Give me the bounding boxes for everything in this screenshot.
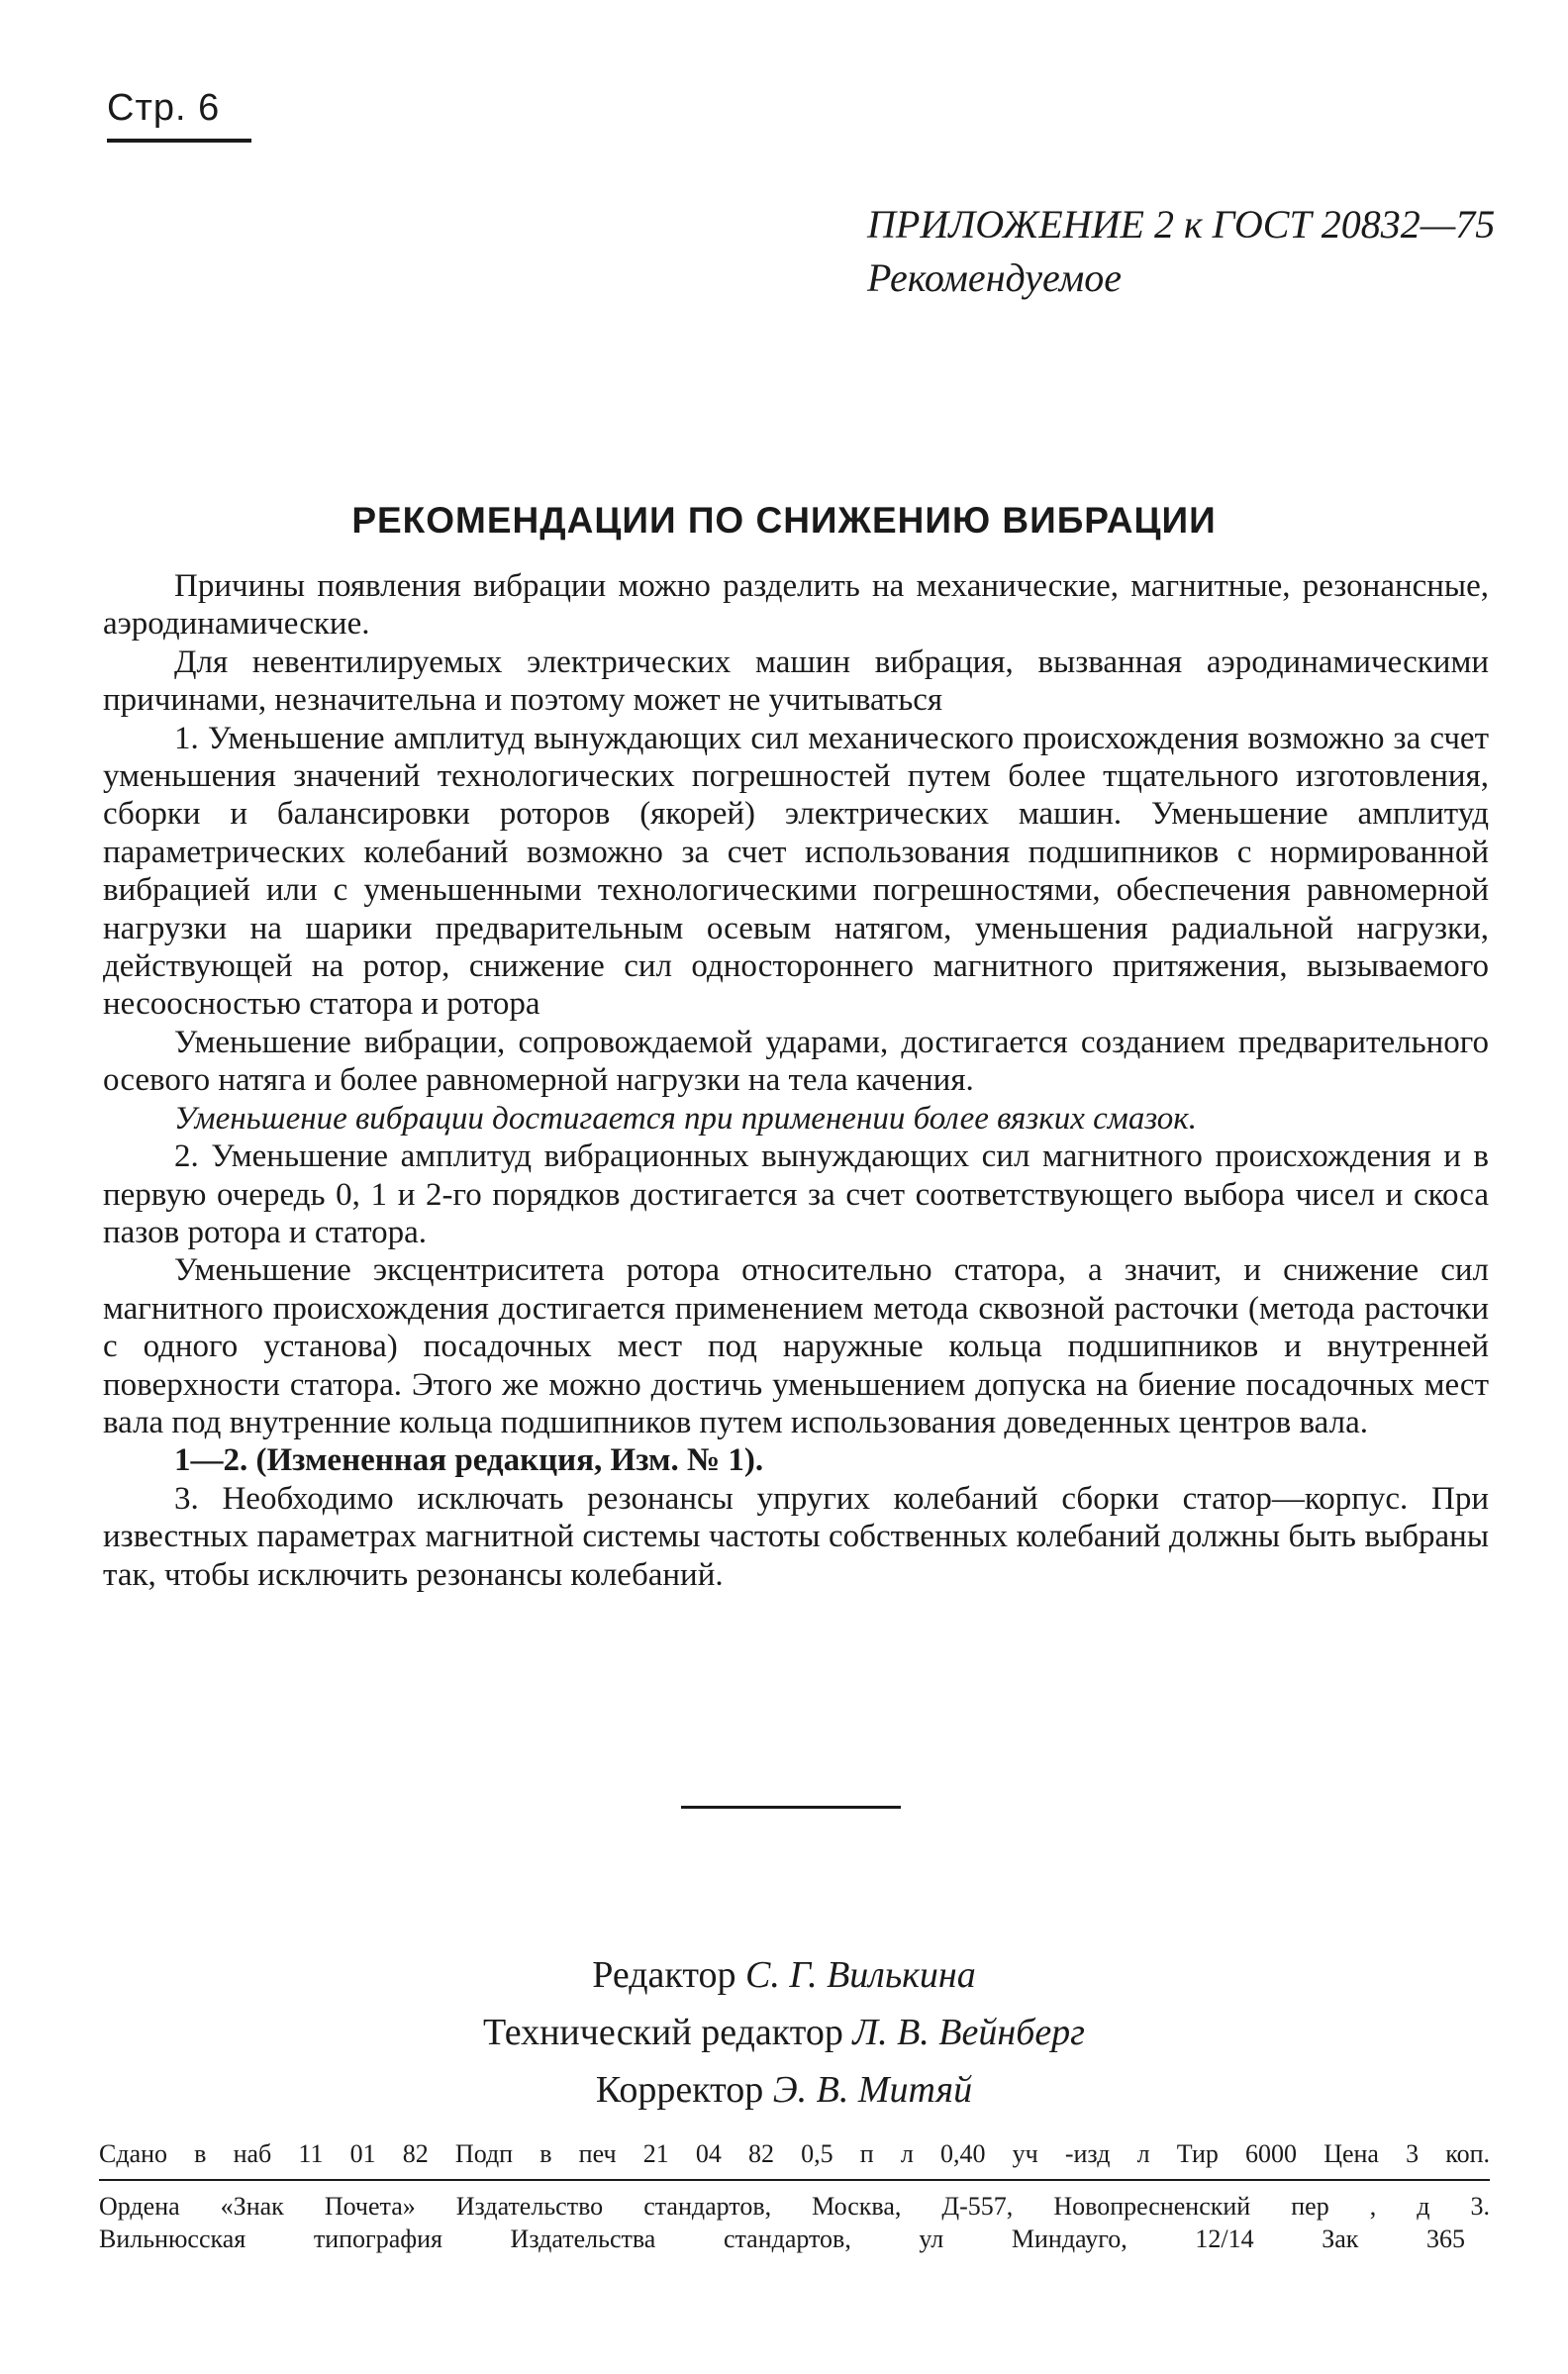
imprint-print-details: Сдано в наб 11 01 82 Подп в печ 21 04 82 0,5 п л 0,40 уч -изд л Тир 6000 Цена 3 коп. — [99, 2139, 1490, 2168]
credit-corrector — [0, 2061, 1568, 2119]
page-number: Стр. 6 — [107, 87, 221, 129]
paragraph: Уменьшение эксцентриситета ротора относительно статора, а значит, и снижение сил магнитного происхождения достигается применением метода сквозной расточки (метода расточки с одного установа) посадочных мест под наружные кольца подшипников и внутренней поверхности статора. Этого же можно достичь уменьшением допуска на биение посадочных мест вала под внутренние кольца подшипников путем использования доведенных центров вала. — [103, 1252, 1489, 1440]
paragraph: Для невентилируемых электрических машин вибрация, вызванная аэродинамическими причинами, незначительна и поэтому может не учитываться — [103, 643, 1489, 719]
amendment-note: 1—2. (Измененная редакция, Изм. № 1). — [174, 1442, 764, 1479]
credit-editor — [0, 1946, 1568, 2004]
credit-role: Корректор — [595, 2069, 764, 2111]
imprint-publisher-line: Ордена «Знак Почета» Издательство стандартов, Москва, Д-557, Новопресненский пер , д 3. — [99, 2192, 1490, 2221]
imprint-publisher — [99, 2190, 1490, 2255]
paragraph-italic: Уменьшение вибрации достигается при применении более вязких смазок. — [174, 1100, 1197, 1137]
paragraph: Уменьшение вибрации, сопровождаемой ударами, достигается созданием предварительного осевого натяга и более равномерной нагрузки на тела качения. — [103, 1024, 1489, 1099]
appendix-label: ПРИЛОЖЕНИЕ 2 к ГОСТ 20832—75 — [867, 202, 1496, 247]
credit-name: Л. В. Вейнберг — [852, 2012, 1086, 2053]
credit-name: Э. В. Митяй — [772, 2069, 973, 2111]
appendix-header — [867, 198, 1495, 305]
appendix-status: Рекомендуемое — [867, 255, 1123, 300]
paragraph: 1. Уменьшение амплитуд вынуждающих сил механического происхождения возможно за счет уменьшения значений технологических погрешностей путем более тщательного изготовления, сборки и балансировки роторов (якорей) электрических машин. Уменьшение амплитуд параметрических колебаний возможно за счет использования подшипников с нормированной вибрацией или с уменьшенными технологическими погрешностями, обеспечения равномерной нагрузки на шарики предварительным осевым натягом, уменьшения радиальной нагрузки, действующей на ротор, снижение сил одностороннего магнитного притяжения, вызываемого несоосностью статора и ротора — [103, 720, 1489, 1023]
credits-block — [0, 1946, 1568, 2119]
credit-tech-editor — [0, 2004, 1568, 2061]
credit-name: С. Г. Вилькина — [744, 1954, 976, 1996]
page-number-underline — [107, 139, 251, 143]
paragraph: Причины появления вибрации можно разделить на механические, магнитные, резонансные, аэродинамические. — [103, 568, 1489, 643]
document-title: РЕКОМЕНДАЦИИ ПО СНИЖЕНИЮ ВИБРАЦИИ — [351, 500, 1217, 541]
credit-role: Технический редактор — [482, 2012, 843, 2053]
paragraph: 2. Уменьшение амплитуд вибрационных вынуждающих сил магнитного происхождения и в первую очередь 0, 1 и 2-го порядков достигается за счет соответствующего выбора чисел и скоса пазов ротора и статора. — [103, 1138, 1489, 1250]
document-body — [103, 567, 1489, 1594]
section-separator — [681, 1806, 901, 1809]
credit-role: Редактор — [592, 1954, 736, 1996]
imprint-divider — [99, 2179, 1490, 2181]
imprint-printer-line: Вильнюсская типография Издательства стандартов, ул Миндауго, 12/14 Зак 365 — [99, 2225, 1465, 2253]
paragraph: 3. Необходимо исключать резонансы упругих колебаний сборки статор—корпус. При известных параметрах магнитной системы частоты собственных колебаний должны быть выбраны так, чтобы исключить резонансы колебаний. — [103, 1480, 1489, 1593]
